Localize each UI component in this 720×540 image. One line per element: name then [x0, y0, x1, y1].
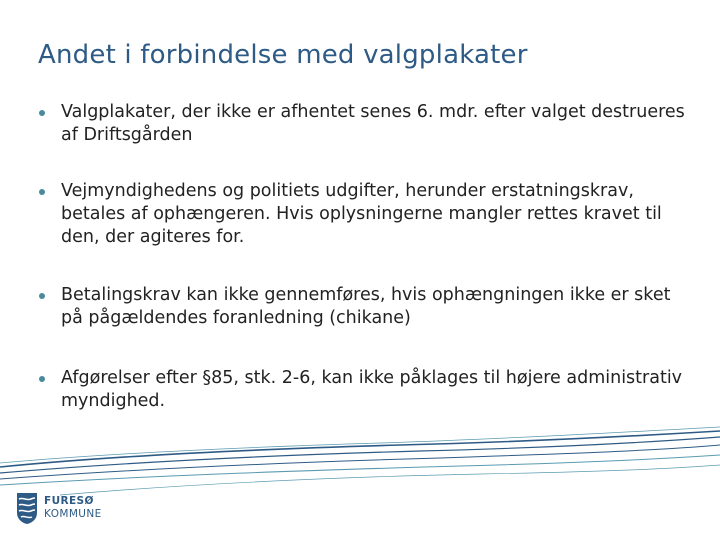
bullet-item: [36, 284, 696, 330]
bullet-dot-icon: [39, 110, 45, 116]
bullet-item: [36, 180, 696, 249]
logo-subtitle: KOMMUNE: [44, 508, 102, 520]
bullet-text: Betalingskrav kan ikke gennemføres, hvis ophængningen ikke er sket på pågældendes foranledning (chikane): [61, 285, 671, 328]
bullet-text: Valgplakater, der ikke er afhentet senes 6. mdr. efter valget destrueres af Driftsgården: [61, 102, 685, 145]
bullet-text: Afgørelser efter §85, stk. 2-6, kan ikke påklages til højere administrativ myndighed.: [61, 368, 683, 411]
slide-title: Andet i forbindelse med valgplakater: [38, 40, 528, 70]
bullet-dot-icon: [39, 293, 45, 299]
bullet-item: [36, 367, 696, 413]
bullet-item: [36, 101, 696, 147]
furesoe-waves-shield-icon: [16, 491, 38, 525]
bullet-text: Vejmyndighedens og politiets udgifter, herunder erstatningskrav, betales af ophængeren. Hvis oplysningerne mangler rettes kravet til den, der agiteres for.: [61, 181, 662, 247]
wave-line: [0, 455, 720, 485]
bullet-list: [36, 101, 696, 446]
furesoe-logo: [16, 491, 126, 527]
bullet-dot-icon: [39, 376, 45, 382]
bullet-dot-icon: [39, 189, 45, 195]
wave-line: [0, 445, 720, 479]
wave-line: [0, 431, 720, 467]
logo-name: FURESØ: [44, 495, 94, 507]
